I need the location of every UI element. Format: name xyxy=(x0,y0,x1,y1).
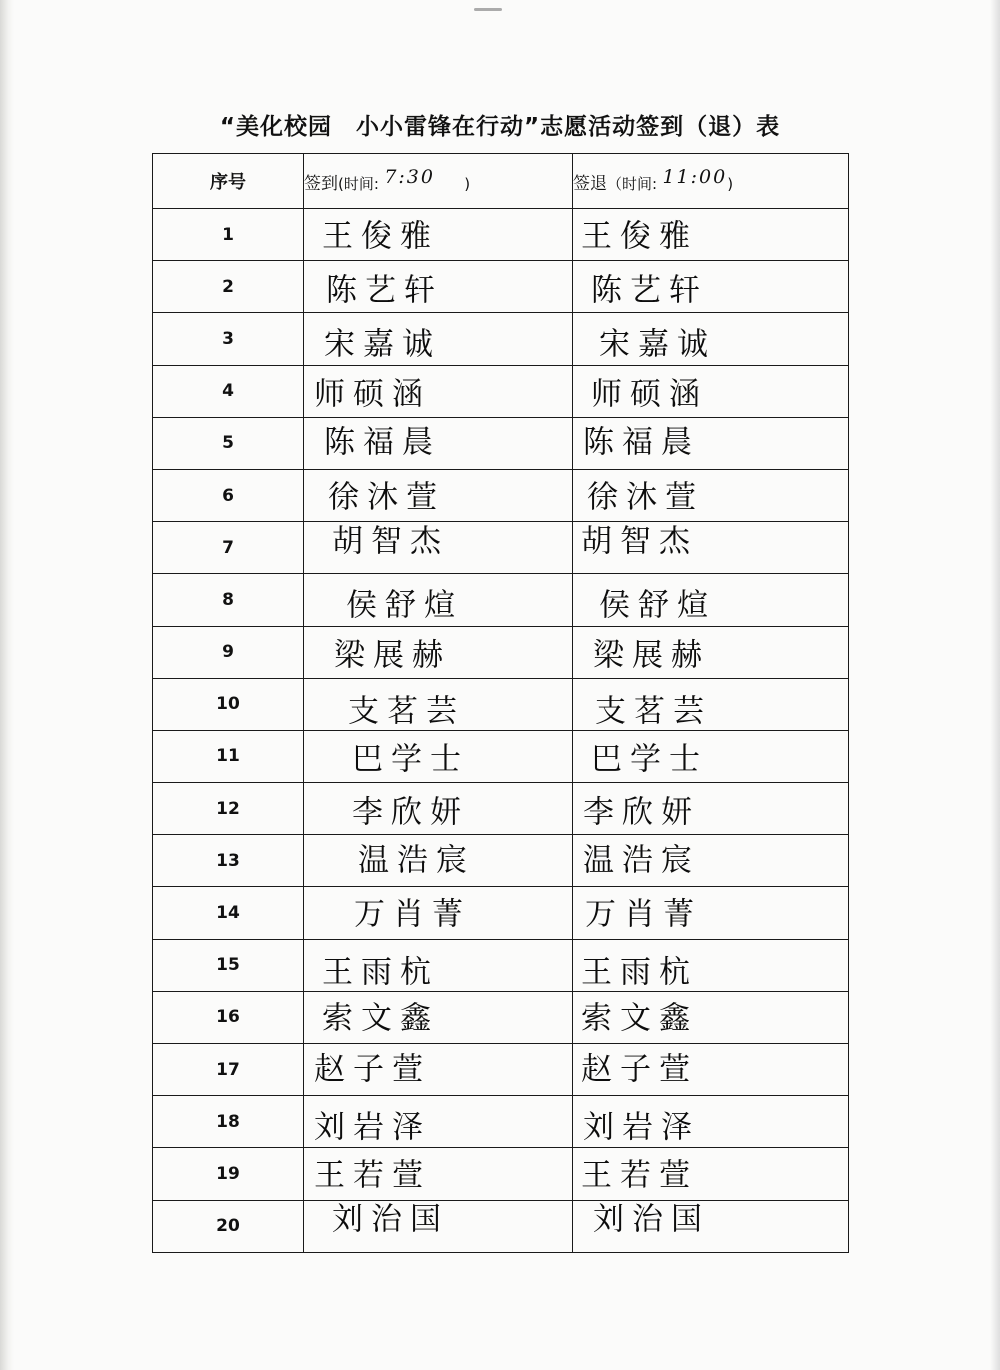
table-row xyxy=(153,730,849,782)
row-number: 8 xyxy=(153,574,304,626)
sign-out-cell xyxy=(573,1096,849,1148)
row-number: 5 xyxy=(153,417,304,469)
sign-out-signature: 刘岩泽 xyxy=(583,1109,700,1146)
sign-in-signature: 万肖菁 xyxy=(354,896,471,933)
sign-out-cell xyxy=(573,887,849,939)
sign-out-signature: 支茗芸 xyxy=(595,693,712,730)
sign-in-cell xyxy=(304,991,573,1043)
sign-in-cell xyxy=(304,678,573,730)
sign-in-signature: 师硕涵 xyxy=(314,376,431,413)
sign-out-signature: 王俊雅 xyxy=(581,218,698,255)
sign-in-signature: 梁展赫 xyxy=(334,637,451,674)
sign-out-signature: 陈福晨 xyxy=(583,424,700,461)
sign-out-signature: 宋嘉诚 xyxy=(599,326,716,363)
sign-in-cell xyxy=(304,887,573,939)
sign-out-cell xyxy=(573,417,849,469)
row-number: 13 xyxy=(153,835,304,887)
sign-in-cell xyxy=(304,209,573,261)
sign-in-cell xyxy=(304,417,573,469)
scan-shadow-right xyxy=(990,0,1000,1370)
sign-in-signature: 巴学士 xyxy=(352,741,469,778)
sign-out-cell xyxy=(573,835,849,887)
header-sign-out-time-label: （时间: xyxy=(607,174,658,193)
table-row xyxy=(153,261,849,313)
table-row xyxy=(153,678,849,730)
table-row xyxy=(153,417,849,469)
sign-in-cell xyxy=(304,261,573,313)
sign-out-signature: 万肖菁 xyxy=(585,896,702,933)
sign-in-cell xyxy=(304,939,573,991)
sign-in-signature: 刘岩泽 xyxy=(314,1109,431,1146)
sign-in-signature: 侯舒煊 xyxy=(346,587,463,624)
table-row xyxy=(153,939,849,991)
row-number: 17 xyxy=(153,1044,304,1096)
row-number: 14 xyxy=(153,887,304,939)
sign-out-cell xyxy=(573,730,849,782)
sign-out-signature: 梁展赫 xyxy=(593,637,710,674)
sign-in-cell xyxy=(304,469,573,521)
sign-in-signature: 温浩宸 xyxy=(358,842,475,879)
row-number: 12 xyxy=(153,783,304,835)
sign-out-cell xyxy=(573,991,849,1043)
paren-close: ) xyxy=(727,174,734,193)
sign-in-signature: 刘治国 xyxy=(332,1201,449,1238)
sign-out-signature: 巴学士 xyxy=(591,741,708,778)
sign-out-signature: 陈艺轩 xyxy=(591,272,708,309)
table-row xyxy=(153,209,849,261)
sign-in-signature: 陈福晨 xyxy=(324,424,441,461)
sign-out-cell xyxy=(573,469,849,521)
sign-out-signature: 索文鑫 xyxy=(581,1000,698,1037)
table-row xyxy=(153,469,849,521)
row-number: 6 xyxy=(153,469,304,521)
sign-in-table xyxy=(152,153,849,1253)
sign-out-signature: 王雨杭 xyxy=(581,954,698,991)
sign-out-cell xyxy=(573,626,849,678)
header-sign-in xyxy=(304,154,573,209)
table-row xyxy=(153,626,849,678)
row-number: 4 xyxy=(153,365,304,417)
sign-in-cell xyxy=(304,1148,573,1200)
table-row xyxy=(153,522,849,574)
sign-out-cell xyxy=(573,678,849,730)
table-row xyxy=(153,313,849,365)
sign-in-cell xyxy=(304,313,573,365)
table-row xyxy=(153,574,849,626)
sign-out-signature: 徐沐萱 xyxy=(587,479,704,516)
row-number: 18 xyxy=(153,1096,304,1148)
table-row xyxy=(153,991,849,1043)
sign-out-signature: 侯舒煊 xyxy=(599,587,716,624)
sign-out-cell xyxy=(573,1200,849,1252)
sign-in-signature: 索文鑫 xyxy=(322,1000,439,1037)
paren-close: ) xyxy=(440,174,471,193)
table-row xyxy=(153,1096,849,1148)
header-sign-out xyxy=(573,154,849,209)
header-sign-in-time-label: (时间: xyxy=(338,174,379,193)
row-number: 1 xyxy=(153,209,304,261)
row-number: 3 xyxy=(153,313,304,365)
row-number: 20 xyxy=(153,1200,304,1252)
sign-out-signature: 温浩宸 xyxy=(583,842,700,879)
sign-out-cell xyxy=(573,939,849,991)
sign-in-signature: 胡智杰 xyxy=(332,523,449,560)
table-row xyxy=(153,887,849,939)
row-number: 15 xyxy=(153,939,304,991)
sign-in-cell xyxy=(304,1200,573,1252)
sign-in-cell xyxy=(304,522,573,574)
sign-in-signature: 王俊雅 xyxy=(322,218,439,255)
sign-in-signature: 徐沐萱 xyxy=(328,479,445,516)
sign-in-cell xyxy=(304,835,573,887)
sign-in-cell xyxy=(304,783,573,835)
sign-in-cell xyxy=(304,365,573,417)
row-number: 11 xyxy=(153,730,304,782)
sign-in-signature: 陈艺轩 xyxy=(326,272,443,309)
row-number: 9 xyxy=(153,626,304,678)
header-sign-in-label: 签到 xyxy=(304,173,338,194)
row-number: 2 xyxy=(153,261,304,313)
table-row xyxy=(153,1200,849,1252)
sign-out-signature: 胡智杰 xyxy=(581,523,698,560)
sign-in-cell xyxy=(304,574,573,626)
sign-in-signature: 支茗芸 xyxy=(348,693,465,730)
table-row xyxy=(153,1044,849,1096)
sign-out-signature: 师硕涵 xyxy=(591,376,708,413)
table-row xyxy=(153,783,849,835)
sign-out-cell xyxy=(573,313,849,365)
scan-mark xyxy=(474,8,502,11)
sign-out-signature: 李欣妍 xyxy=(583,794,700,831)
sign-out-signature: 王若萱 xyxy=(581,1157,698,1194)
sign-out-signature: 刘治国 xyxy=(593,1201,710,1238)
row-number: 10 xyxy=(153,678,304,730)
table-header-row xyxy=(153,154,849,209)
header-sign-out-label: 签退 xyxy=(573,173,607,194)
sign-in-signature: 赵子萱 xyxy=(314,1051,431,1088)
header-sign-in-time: 7:30 xyxy=(384,165,435,188)
sign-in-cell xyxy=(304,1096,573,1148)
sign-out-cell xyxy=(573,783,849,835)
sign-out-cell xyxy=(573,209,849,261)
row-number: 7 xyxy=(153,522,304,574)
sign-in-cell xyxy=(304,626,573,678)
sign-in-signature: 王雨杭 xyxy=(322,954,439,991)
sign-in-signature: 宋嘉诚 xyxy=(324,326,441,363)
header-number: 序号 xyxy=(153,154,304,209)
document-title: “美化校园 小小雷锋在行动”志愿活动签到（退）表 xyxy=(219,114,781,140)
sign-out-cell xyxy=(573,574,849,626)
table-row xyxy=(153,835,849,887)
row-number: 19 xyxy=(153,1148,304,1200)
table-row xyxy=(153,365,849,417)
sign-out-cell xyxy=(573,1044,849,1096)
sign-in-signature: 王若萱 xyxy=(314,1157,431,1194)
sign-out-signature: 赵子萱 xyxy=(581,1051,698,1088)
table-row xyxy=(153,1148,849,1200)
header-sign-out-time: 11:00 xyxy=(662,165,728,188)
sign-in-cell xyxy=(304,730,573,782)
sign-out-cell xyxy=(573,261,849,313)
sign-out-cell xyxy=(573,1148,849,1200)
sign-in-signature: 李欣妍 xyxy=(352,794,469,831)
sign-in-cell xyxy=(304,1044,573,1096)
sign-out-cell xyxy=(573,522,849,574)
row-number: 16 xyxy=(153,991,304,1043)
scan-shadow-left xyxy=(0,0,14,1370)
sign-out-cell xyxy=(573,365,849,417)
